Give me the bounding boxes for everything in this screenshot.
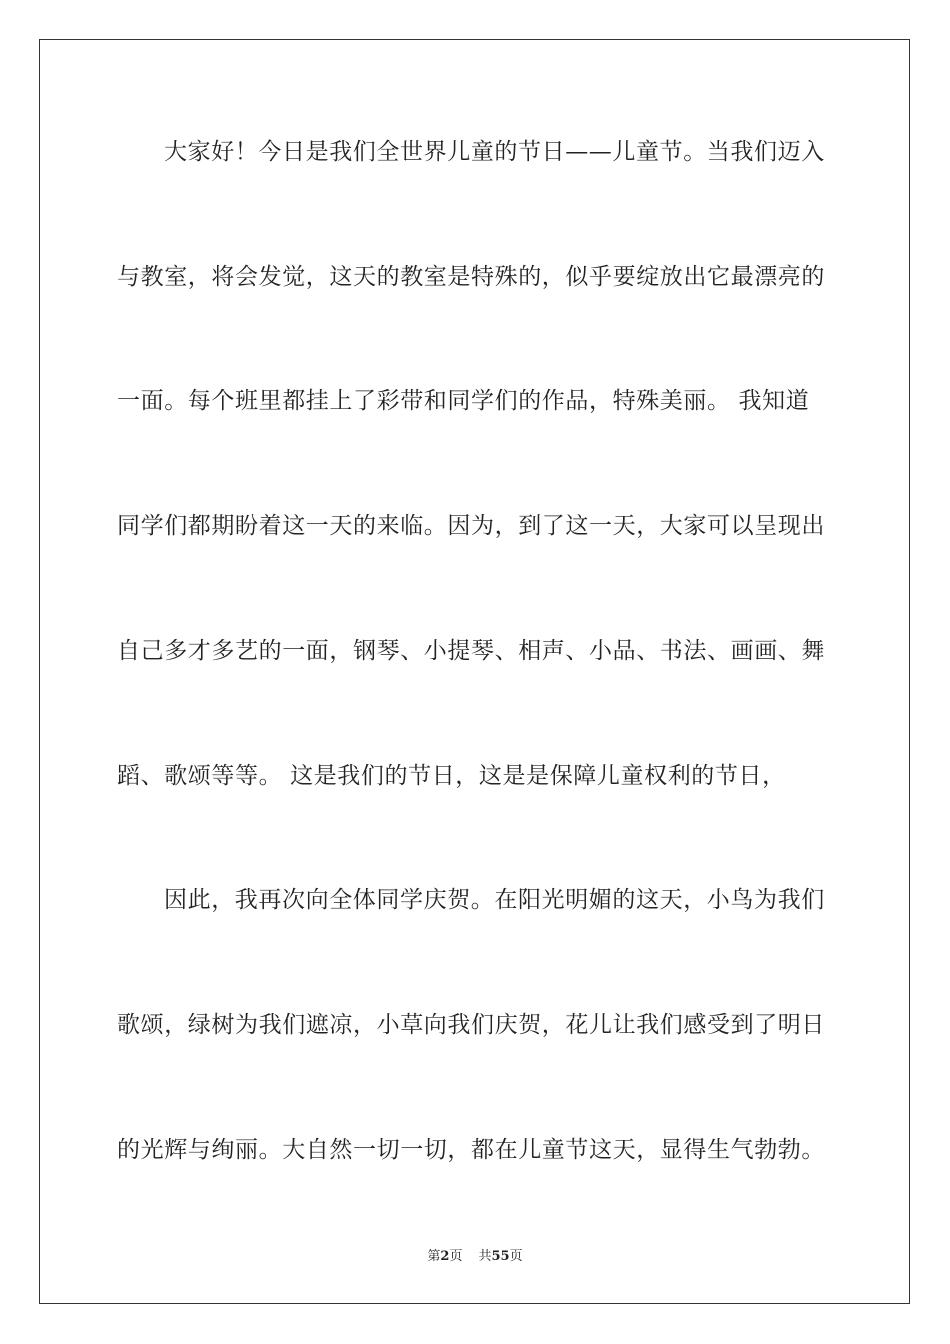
paragraph-line: 因此，我再次向全体同学庆贺。在阳光明媚的这天，小鸟为我们 bbox=[164, 887, 825, 913]
page-suffix: 页 bbox=[449, 1249, 463, 1264]
paragraph-line: 蹈、歌颂等等。 这是我们的节日，这是是保障儿童权利的节日， bbox=[117, 763, 786, 789]
page-number: 2 bbox=[440, 1249, 450, 1264]
paragraph-line: 大家好！今日是我们全世界儿童的节日——儿童节。当我们迈入 bbox=[164, 139, 825, 165]
paragraph-line: 歌颂，绿树为我们遮凉，小草向我们庆贺，花儿让我们感受到了明日 bbox=[117, 1012, 825, 1038]
total-prefix: 共 bbox=[478, 1249, 492, 1264]
total-pages: 55 bbox=[491, 1249, 510, 1264]
paragraph-line: 自己多才多艺的一面，钢琴、小提琴、相声、小品、书法、画画、舞 bbox=[117, 638, 825, 664]
paragraph-line: 的光辉与绚丽。大自然一切一切，都在儿童节这天，显得生气勃勃。 bbox=[117, 1137, 825, 1163]
page-prefix: 第 bbox=[427, 1249, 441, 1264]
total-suffix: 页 bbox=[509, 1249, 523, 1264]
page-border bbox=[39, 39, 910, 1304]
paragraph-line: 同学们都期盼着这一天的来临。因为，到了这一天，大家可以呈现出 bbox=[117, 513, 825, 539]
page-footer bbox=[0, 1249, 950, 1265]
paragraph-line: 一面。每个班里都挂上了彩带和同学们的作品，特殊美丽。 我知道 bbox=[117, 388, 810, 414]
paragraph-line: 与教室，将会发觉，这天的教室是特殊的，似乎要绽放出它最漂亮的 bbox=[117, 264, 825, 290]
